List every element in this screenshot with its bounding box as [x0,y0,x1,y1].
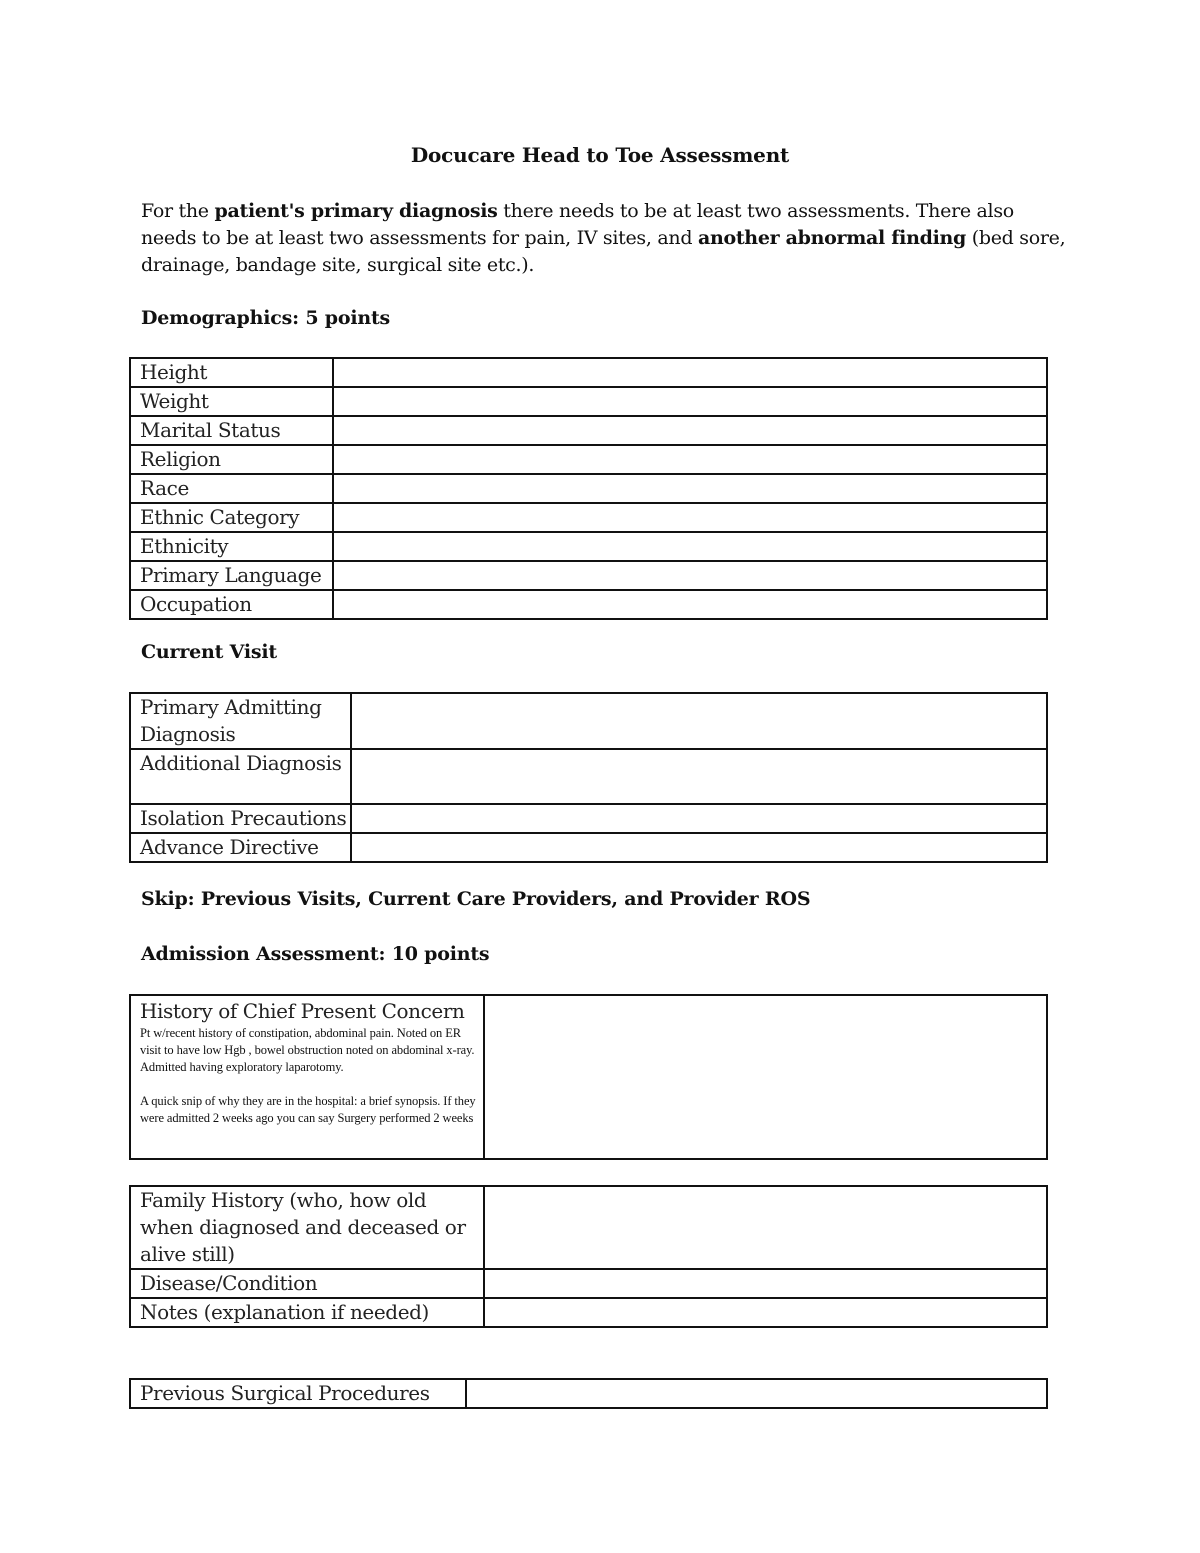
field-value-ethnicity[interactable] [333,532,1047,561]
field-label-ethnic-category: Ethnic Category [130,503,333,532]
field-value-primary-admitting-diagnosis[interactable] [351,693,1047,749]
demographics-heading: Demographics: 5 points [141,307,391,329]
field-value-notes[interactable] [484,1298,1047,1327]
field-value-isolation-precautions[interactable] [351,804,1047,833]
field-value-race[interactable] [333,474,1047,503]
field-label-marital-status: Marital Status [130,416,333,445]
field-label-advance-directive: Advance Directive [130,833,351,862]
field-value-additional-diagnosis[interactable] [351,749,1047,804]
field-label-previous-surgical-procedures: Previous Surgical Procedures [130,1379,466,1408]
field-value-height[interactable] [333,358,1047,387]
chief-concern-cell [130,995,484,1159]
field-label-isolation-precautions: Isolation Precautions [130,804,351,833]
field-label-primary-admitting-diagnosis: Primary Admitting Diagnosis [130,693,351,749]
field-value-marital-status[interactable] [333,416,1047,445]
field-value-weight[interactable] [333,387,1047,416]
intro-text-1: For the [141,200,215,222]
skip-note: Skip: Previous Visits, Current Care Providers, and Provider ROS [141,888,811,910]
field-value-advance-directive[interactable] [351,833,1047,862]
intro-text-2: there needs to be at least two assessments. There also needs to be at least two assessments for pain, IV sites, and [141,200,1014,249]
field-value-previous-surgical-procedures[interactable] [466,1379,1047,1408]
field-label-additional-diagnosis: Additional Diagnosis [130,749,351,804]
field-value-religion[interactable] [333,445,1047,474]
field-label-notes: Notes (explanation if needed) [130,1298,484,1327]
current-visit-heading: Current Visit [141,641,277,663]
field-label-family-history: Family History (who, how old when diagnosed and deceased or alive still) [130,1186,484,1269]
field-value-primary-language[interactable] [333,561,1047,590]
field-value-family-history[interactable] [484,1186,1047,1269]
admission-heading: Admission Assessment: 10 points [141,943,490,965]
intro-paragraph [141,198,1071,279]
chief-concern-table [129,994,1048,1160]
field-label-height: Height [130,358,333,387]
field-label-religion: Religion [130,445,333,474]
family-history-table [129,1185,1048,1328]
chief-concern-instructions: A quick snip of why they are in the hospital: a brief synopsis. If they were admitted 2 weeks ago you can say Surgery performed 2 weeks [140,1094,476,1125]
demographics-table [129,357,1048,620]
field-label-occupation: Occupation [130,590,333,619]
intro-bold-primary-diagnosis: patient's primary diagnosis [214,200,498,222]
field-label-disease-condition: Disease/Condition [130,1269,484,1298]
chief-concern-example: Pt w/recent history of constipation, abdominal pain. Noted on ER visit to have low Hgb , bowel obstruction noted on abdominal x-ray. Admitted having exploratory laparotomy. [140,1026,475,1074]
document-title: Docucare Head to Toe Assessment [410,143,790,167]
field-label-primary-language: Primary Language [130,561,333,590]
field-value-occupation[interactable] [333,590,1047,619]
field-value-disease-condition[interactable] [484,1269,1047,1298]
field-label-weight: Weight [130,387,333,416]
field-value-ethnic-category[interactable] [333,503,1047,532]
current-visit-table [129,692,1048,863]
field-value-chief-concern[interactable] [484,995,1047,1159]
chief-concern-label: History of Chief Present Concern [140,999,465,1023]
field-label-ethnicity: Ethnicity [130,532,333,561]
intro-text-3: (bed sore, drainage, bandage site, surgical site etc.). [141,227,1066,276]
surgical-table [129,1378,1048,1409]
chief-concern-notes [140,1025,483,1127]
intro-bold-abnormal-finding: another abnormal finding [697,227,966,249]
field-label-race: Race [130,474,333,503]
